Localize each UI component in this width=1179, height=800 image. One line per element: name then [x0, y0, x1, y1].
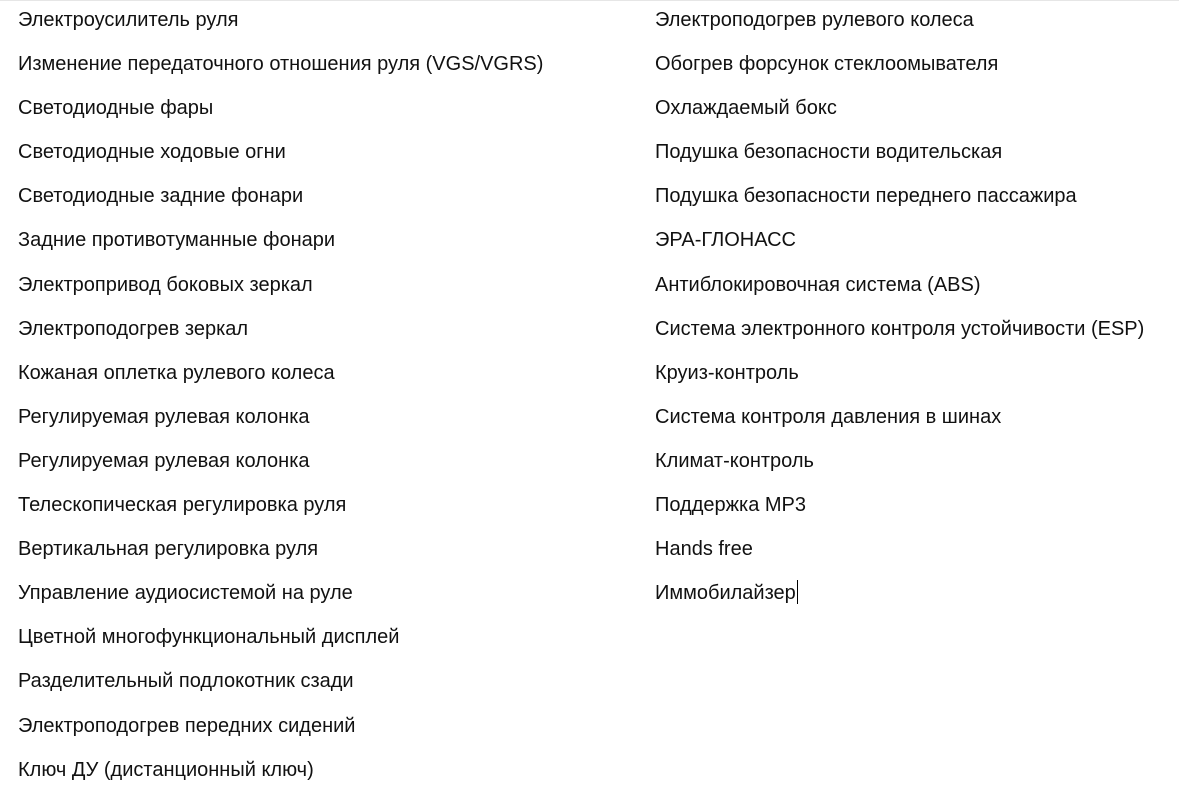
list-item: Светодиодные фары	[18, 97, 214, 120]
list-item: Электроусилитель руля	[18, 9, 239, 31]
list-item: Регулируемая рулевая колонка	[18, 405, 310, 428]
list-item: Hands free	[655, 538, 753, 561]
list-item: Светодиодные ходовые огни	[18, 141, 286, 164]
list-item: Поддержка MP3	[655, 494, 807, 517]
list-item: Регулируемая рулевая колонка	[18, 449, 310, 472]
list-item: Подушка безопасности водительская	[655, 141, 1003, 164]
list-item: Обогрев форсунок стеклоомывателя	[655, 53, 999, 76]
text-cursor	[797, 580, 798, 604]
feature-list-left	[18, 6, 543, 800]
list-item: Управление аудиосистемой на руле	[18, 582, 353, 605]
list-item: Вертикальная регулировка руля	[18, 538, 319, 561]
list-item: Электроподогрев зеркал	[18, 317, 249, 340]
list-item: Цветной многофункциональный дисплей	[18, 626, 400, 649]
list-item-text: Иммобилайзер	[655, 582, 796, 605]
list-item: Система электронного контроля устойчивости (ESP)	[655, 317, 1145, 340]
top-divider	[0, 0, 1179, 1]
last-list-item[interactable]	[655, 579, 1144, 623]
list-item: Электропривод боковых зеркал	[18, 273, 313, 296]
list-item: Климат-контроль	[655, 449, 814, 472]
list-item: Круиз-контроль	[655, 361, 799, 384]
list-item: Подушка безопасности переднего пассажира	[655, 185, 1077, 208]
list-item: ЭРА-ГЛОНАСС	[655, 229, 796, 252]
list-item: Электроподогрев рулевого колеса	[655, 9, 974, 31]
list-item: Разделительный подлокотник сзади	[18, 670, 354, 693]
list-item: Система контроля давления в шинах	[655, 405, 1002, 428]
list-item: Задние противотуманные фонари	[18, 229, 336, 252]
list-item: Охлаждаемый бокс	[655, 97, 837, 120]
list-item: Ключ ДУ (дистанционный ключ)	[18, 758, 314, 781]
list-item: Электроподогрев передних сидений	[18, 714, 356, 737]
feature-list-right	[655, 6, 1144, 623]
list-item: Светодиодные задние фонари	[18, 185, 304, 208]
list-item: Телескопическая регулировка руля	[18, 494, 347, 517]
list-item: Антиблокировочная система (ABS)	[655, 273, 981, 296]
list-item: Кожаная оплетка рулевого колеса	[18, 361, 335, 384]
list-item: Изменение передаточного отношения руля (VGS/VGRS)	[18, 53, 544, 76]
